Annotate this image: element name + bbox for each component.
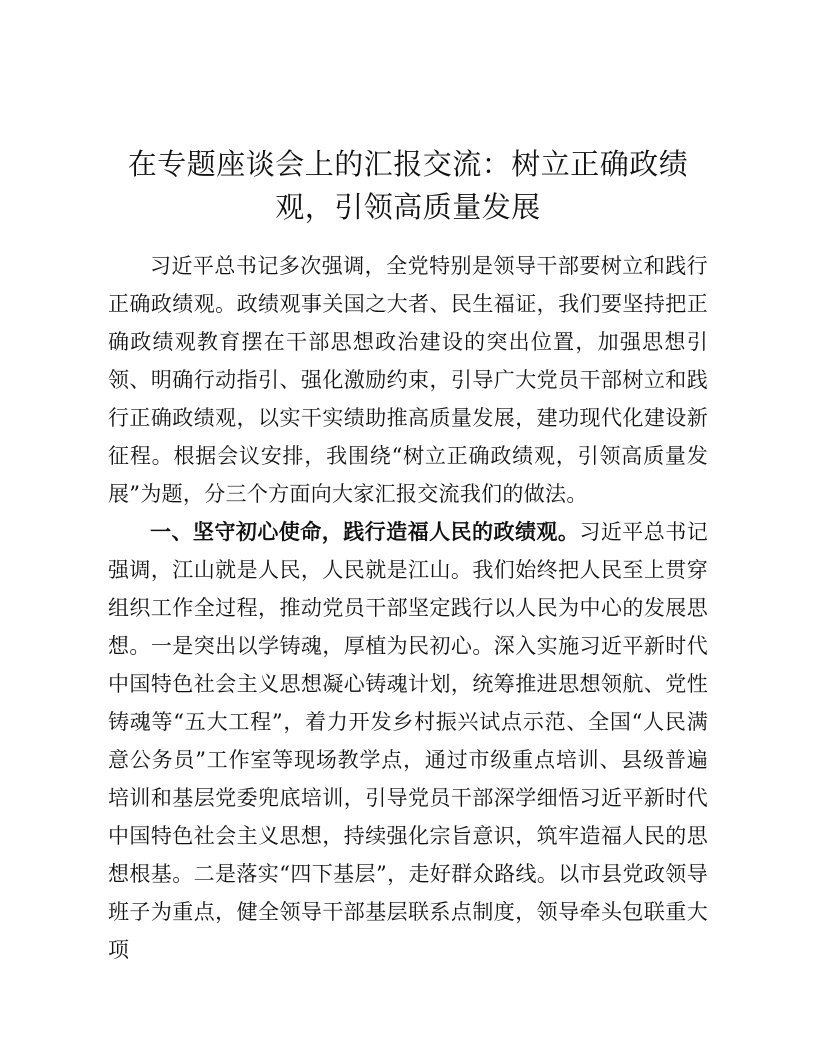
section-1-body: 习近平总书记强调，江山就是人民，人民就是江山。我们始终把人民至上贯穿组织工作全过程，推动党员干部坚定践行以人民为中心的发展思想。一是突出以学铸魂，厚植为民初心。深入实施习近平新时代中国特色社会主义思想凝心铸魂计划，统筹推进思想领航、党性铸魂等“五大工程”，着力开发乡村振兴试点示范、全国“人民满意公务员”工作室等现场教学点，通过市级重点培训、县级普遍培训和基层党委兜底培训，引导党员干部深学细悟习近平新时代中国特色社会主义思想，持续强化宗旨意识，筑牢造福人民的思想根基。二是落实“四下基层”，走好群众路线。以市县党政领导班子为重点，健全领导干部基层联系点制度，领导牵头包联重大项	[108, 520, 708, 962]
section-1-paragraph	[108, 513, 708, 969]
section-1-heading: 一、坚守初心使命，践行造福人民的政绩观。	[150, 519, 580, 544]
document-title	[108, 143, 708, 229]
title-line-2: 观，引领高质量发展	[275, 190, 541, 224]
intro-paragraph: 习近平总书记多次强调，全党特别是领导干部要树立和践行正确政绩观。政绩观事关国之大者、民生福证，我们要坚持把正确政绩观教育摆在干部思想政治建设的突出位置，加强思想引领、明确行动指引、强化激励约束，引导广大党员干部树立和践行正确政绩观，以实干实绩助推高质量发展，建功现代化建设新征程。根据会议安排，我围绕“树立正确政绩观，引领高质量发展”为题，分三个方面向大家汇报交流我们的做法。	[108, 254, 708, 506]
title-line-1: 在专题座谈会上的汇报交流：树立正确政绩	[127, 147, 689, 181]
